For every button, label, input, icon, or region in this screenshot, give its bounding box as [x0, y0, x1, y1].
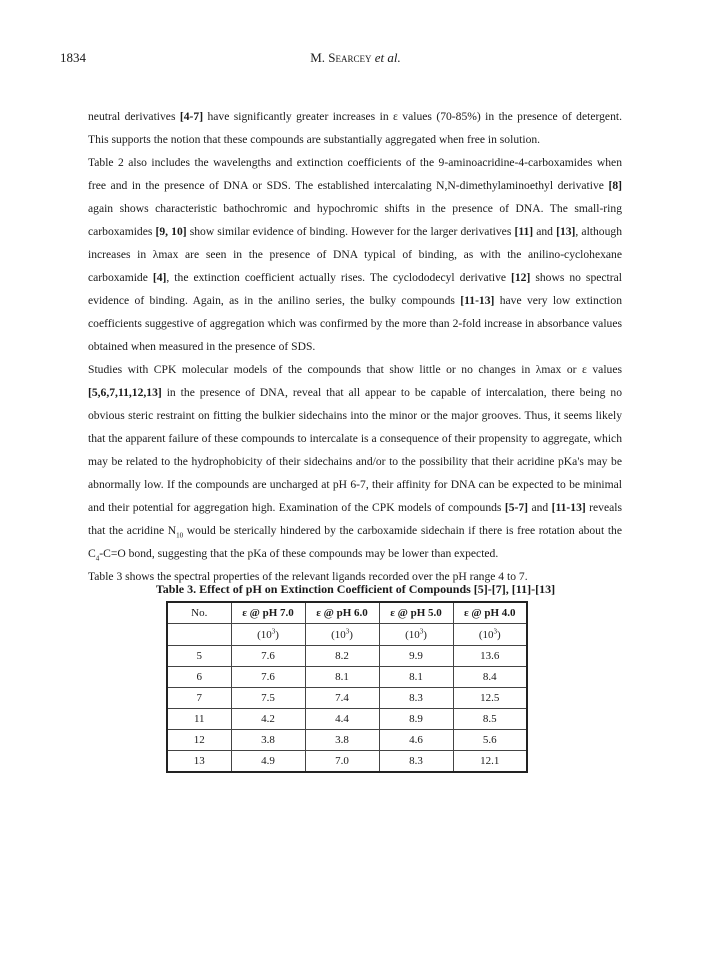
paragraph-4: Table 3 shows the spectral properties of the relevant ligands recorded over the pH range 4 to 7.: [88, 570, 528, 583]
page-number: 1834: [60, 50, 86, 65]
units-cell: $(10^3)$: [231, 624, 305, 646]
compound-ref: [9, 10]: [155, 225, 187, 238]
table-cell: 3.8: [231, 730, 305, 751]
table-row: [167, 751, 527, 773]
table-body: [167, 624, 527, 773]
table-cell: 7.0: [305, 751, 379, 773]
table-cell: 12.1: [453, 751, 527, 773]
table-cell: 12.5: [453, 688, 527, 709]
table-caption: Table 3. Effect of pH on Extinction Coefficient of Compounds [5]-[7], [11]-[13]: [155, 582, 556, 596]
table-header-row: [167, 602, 527, 624]
subscript: 10: [176, 531, 184, 540]
compound-ref: [4-7]: [179, 110, 204, 123]
header-ph6: ε @ pH 6.0: [305, 602, 379, 624]
compound-ref: [5,6,7,11,12,13]: [88, 386, 162, 399]
text-span: and: [528, 501, 552, 514]
text-span: have significantly greater increases in ε values (70-85%) in the presence of detergent. This supports the notion that these compounds are substantially aggregated when free in solution.: [88, 110, 622, 146]
compound-ref: [13]: [556, 225, 576, 238]
table-cell: 5.6: [453, 730, 527, 751]
table-cell: 4.4: [305, 709, 379, 730]
extinction-table: [166, 601, 528, 773]
table-cell: 7.6: [231, 646, 305, 667]
author-name: M. Searcey: [310, 50, 372, 65]
table-cell: 7.4: [305, 688, 379, 709]
compound-ref: [11]: [514, 225, 534, 238]
text-span: show similar evidence of binding. However for the larger derivatives: [186, 225, 515, 238]
table-cell: 5: [167, 646, 231, 667]
units-cell: $(10^3)$: [453, 624, 527, 646]
text-span: in the presence of DNA, reveal that all appear to be capable of intercalation, there being no obvious steric restraint on fitting the bulkier sidechains into the minor or the major grooves. Thus, it seems likely that the apparent failure of these compounds to intercalate is a consequence of their propensity to aggregate, which may be related to the hydrophobicity of their sidechains and/or to the possibility that their acridine pKa's may be abnormally low. If the compounds are uncharged at pH 6-7, their affinity for DNA can be expected to be minimal and their potential for aggregation high. Examination of the CPK models of compounds: [88, 386, 622, 514]
paragraph-1: [88, 105, 622, 151]
table-cell: 7.5: [231, 688, 305, 709]
table-cell: 13: [167, 751, 231, 773]
table-cell: 8.1: [305, 667, 379, 688]
compound-ref: [8]: [608, 179, 622, 192]
table-cell: 4.2: [231, 709, 305, 730]
table-cell: 13.6: [453, 646, 527, 667]
compound-ref: [12]: [511, 271, 531, 284]
header-ph4: ε @ pH 4.0: [453, 602, 527, 624]
table-cell: 9.9: [379, 646, 453, 667]
compound-ref: [11-13]: [460, 294, 495, 307]
table-cell: 8.4: [453, 667, 527, 688]
table-row: [167, 709, 527, 730]
table-cell: 8.9: [379, 709, 453, 730]
table-cell: 8.3: [379, 751, 453, 773]
header-ph7: ε @ pH 7.0: [231, 602, 305, 624]
text-span: Studies with CPK molecular models of the compounds that show little or no changes in λmax or ε values: [88, 363, 622, 376]
text-span: -C=O bond, suggesting that the pKa of these compounds may be lower than expected.: [99, 547, 499, 560]
table-cell: 12: [167, 730, 231, 751]
table-cell: 6: [167, 667, 231, 688]
header-ph5: ε @ pH 5.0: [379, 602, 453, 624]
compound-ref: [11-13]: [551, 501, 586, 514]
table-cell: 4.9: [231, 751, 305, 773]
text-span: shows no spectral evidence of binding. Again, as in the anilino series, the bulky compounds: [88, 271, 622, 307]
text-span: have very low extinction coefficients suggestive of aggregation which was confirmed by the more than 2-fold increase in absorbance values obtained when measured in the presence of SDS.: [88, 294, 622, 353]
table-row: [167, 667, 527, 688]
table-cell: 7: [167, 688, 231, 709]
et-al: et al.: [374, 50, 401, 65]
table-cell: 8.1: [379, 667, 453, 688]
table-cell: 11: [167, 709, 231, 730]
units-cell: [167, 624, 231, 646]
compound-ref: [4]: [152, 271, 167, 284]
text-span: , the extinction coefficient actually rises. The cyclododecyl derivative: [166, 271, 512, 284]
compound-ref: [5-7]: [504, 501, 529, 514]
text-span: and: [533, 225, 557, 238]
units-row: [167, 624, 527, 646]
table-row: [167, 730, 527, 751]
table-cell: 4.6: [379, 730, 453, 751]
text-span: would be sterically hindered by the carboxamide sidechain if there is free rotation about the C: [88, 524, 622, 560]
text-span: , although increases in λmax are seen in the presence of DNA typical of binding, as with the anilino-cyclohexane carboxamide: [88, 225, 622, 284]
table-cell: 8.3: [379, 688, 453, 709]
table-row: [167, 688, 527, 709]
table-cell: 8.5: [453, 709, 527, 730]
text-span: Table 2 also includes the wavelengths and extinction coefficients of the 9-aminoacridine-4-carboxamides when free and in the presence of DNA or SDS. The established intercalating N,N-dimethylaminoethyl derivative: [88, 156, 622, 192]
table-cell: 3.8: [305, 730, 379, 751]
table-row: [167, 646, 527, 667]
paragraph-3: [88, 358, 622, 565]
subscript: 4: [95, 554, 100, 563]
header-no: No.: [167, 602, 231, 624]
running-header: [0, 50, 711, 66]
text-span: reveals that the acridine N: [88, 501, 622, 537]
body-text: [88, 105, 622, 588]
units-cell: $(10^3)$: [379, 624, 453, 646]
table-cell: 8.2: [305, 646, 379, 667]
table-cell: 7.6: [231, 667, 305, 688]
units-cell: $(10^3)$: [305, 624, 379, 646]
paragraph-2: [88, 151, 622, 358]
text-span: again shows characteristic bathochromic and hypochromic shifts in the presence of DNA. The small-ring carboxamides: [88, 202, 622, 238]
text-span: neutral derivatives: [88, 110, 180, 123]
